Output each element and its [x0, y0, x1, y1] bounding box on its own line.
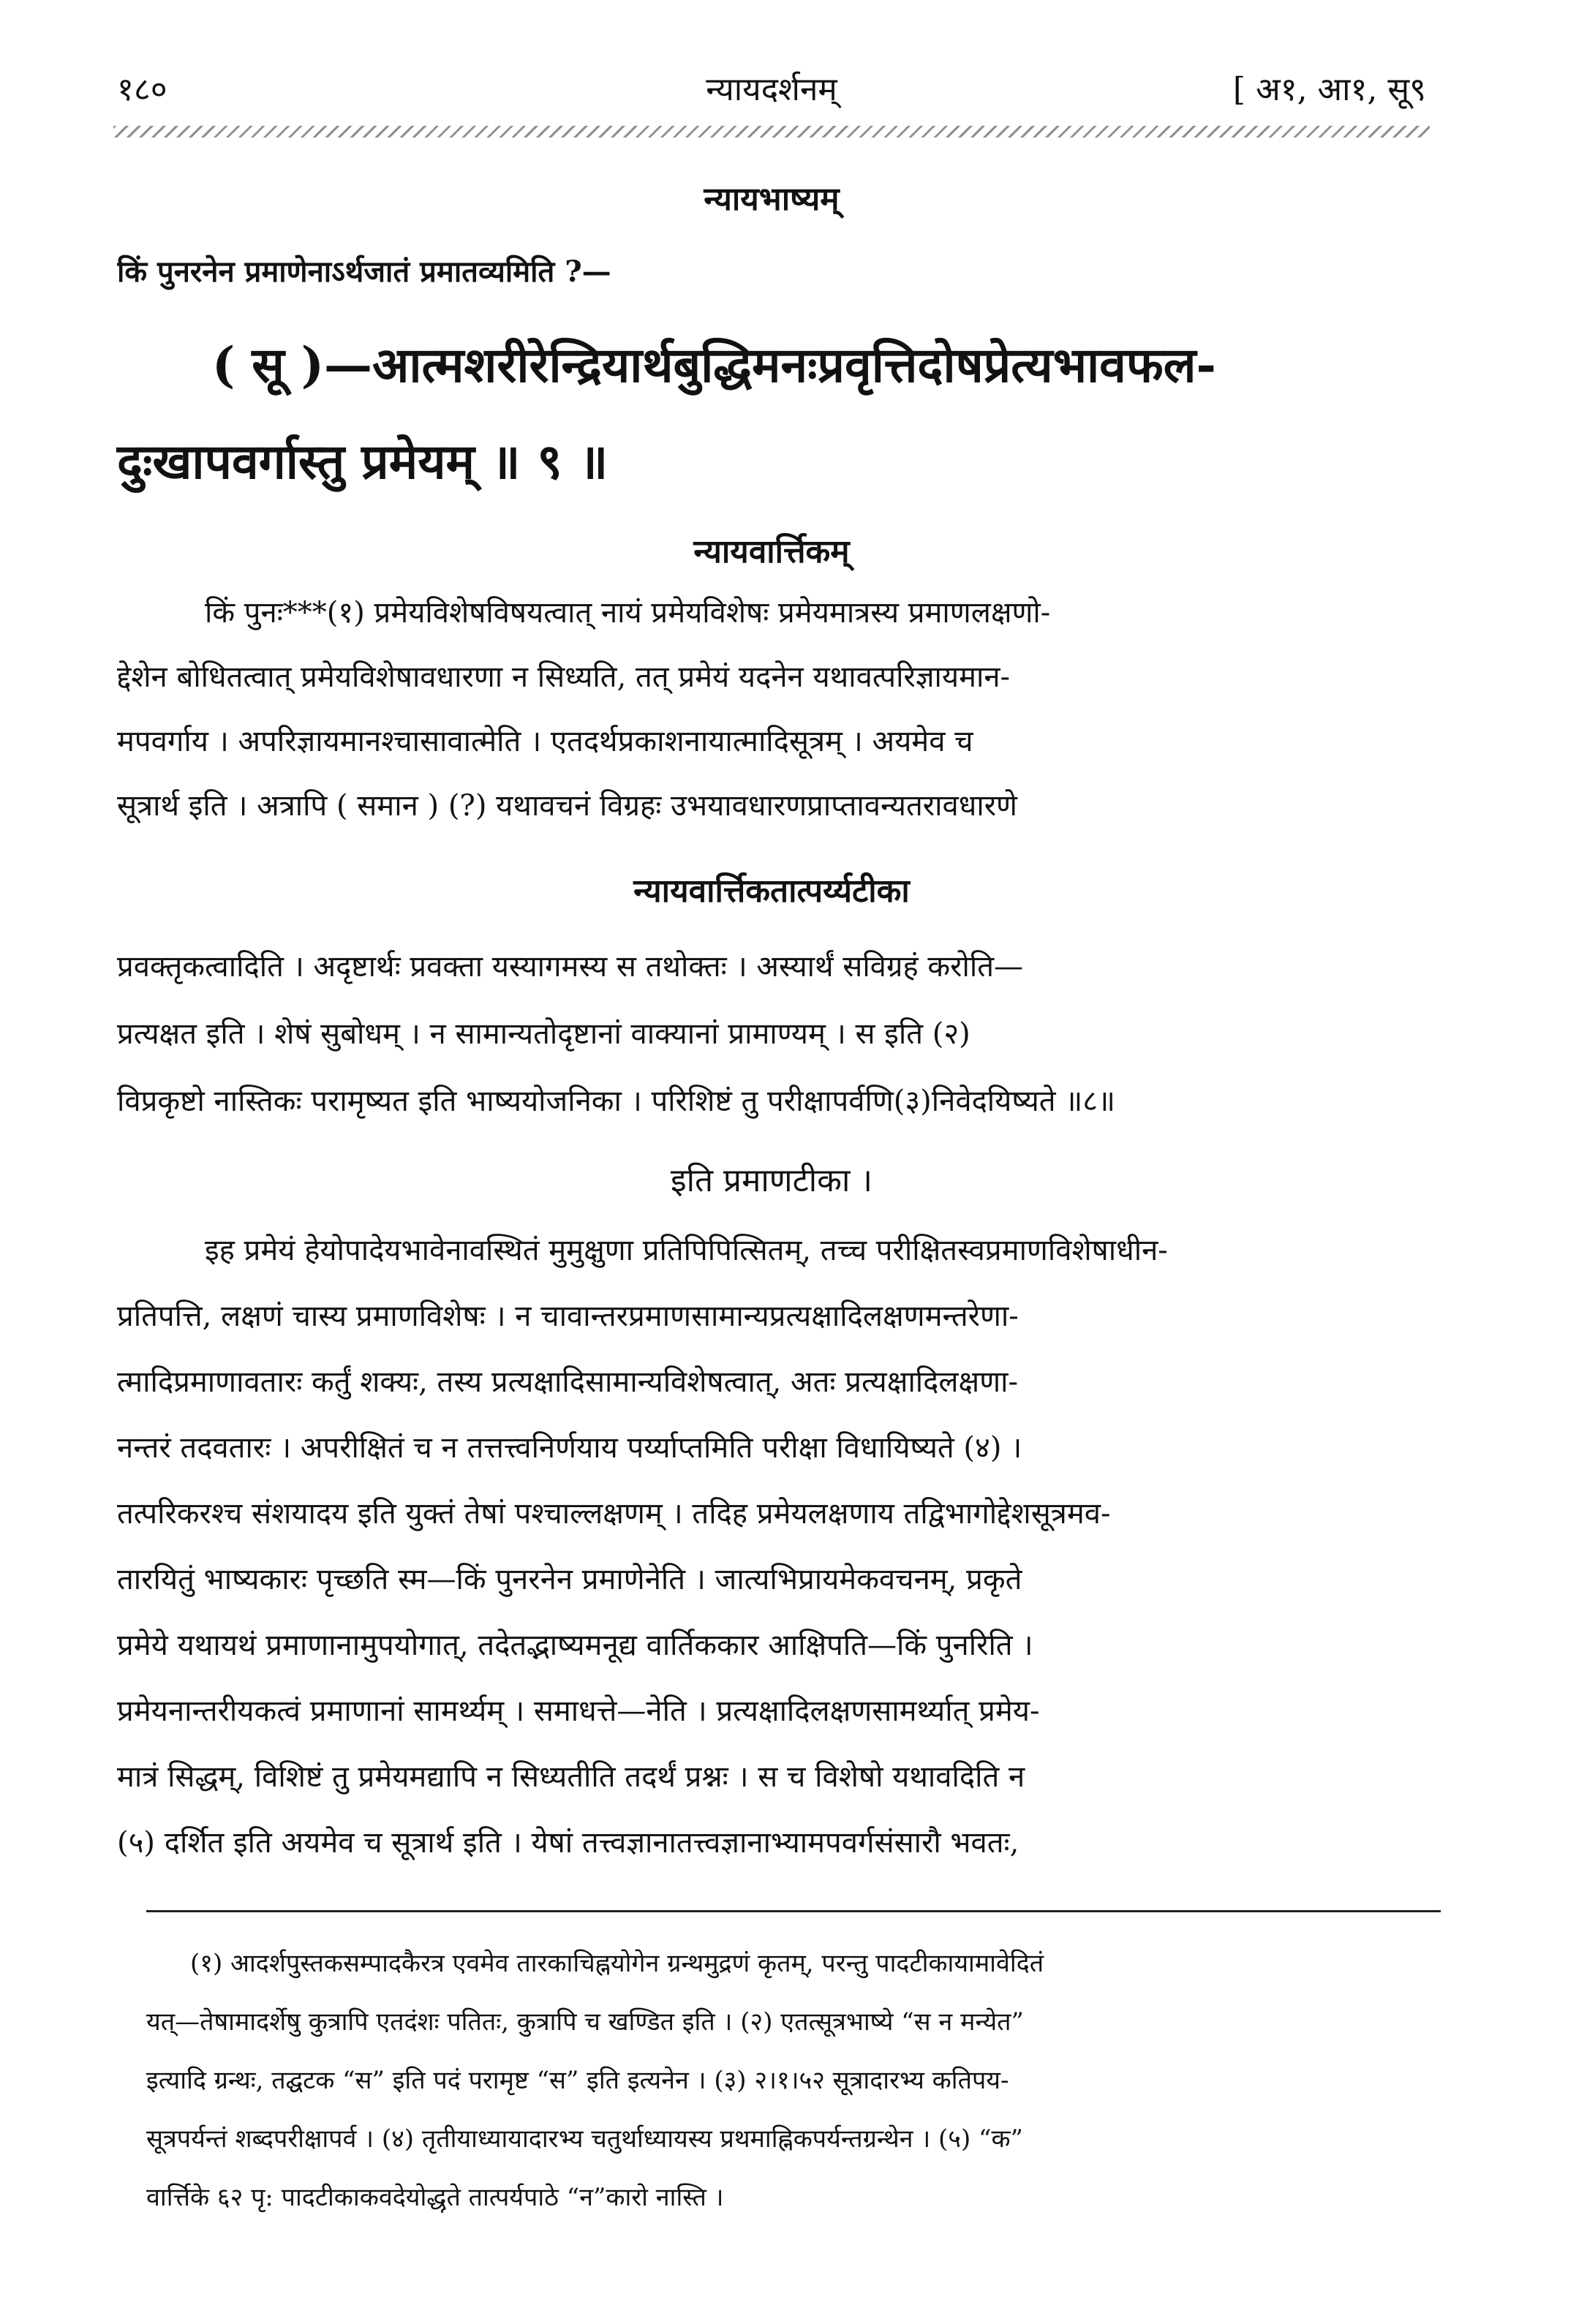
commentary-line: तत्परिकरश्च संशयादय इति युक्तं तेषां पश्चाल्लक्षणम् । तदिह प्रमेयलक्षणाय तद्विभागोद्देशसूत्रमव- — [117, 1497, 1111, 1531]
commentary-line: (५) दर्शित इति अयमेव च सूत्रार्थ इति । येषां तत्त्वज्ञानातत्त्वज्ञानाभ्यामपवर्गसंसारौ भवतः, — [117, 1826, 1019, 1860]
vartika-line: मपवर्गाय । अपरिज्ञायमानश्चासावात्मेति । एतदर्थप्रकाशनायात्मादिसूत्रम् । अयमेव च — [117, 725, 973, 758]
vartika-heading: न्यायवार्त्तिकम् — [693, 533, 850, 570]
pramana-tika-heading: इति प्रमाणटीका । — [670, 1162, 873, 1199]
commentary-line: इह प्रमेयं हेयोपादेयभावेनावस्थितं मुमुक्षुणा प्रतिपिपित्सितम्, तच्च परीक्षितस्वप्रमाणविशेषाधीन- — [205, 1234, 1168, 1267]
tatparya-line: प्रवक्तृकत्वादिति । अदृष्टार्थः प्रवक्ता यस्यागमस्य स तथोक्तः । अस्यार्थं सविग्रहं करोति— — [117, 950, 1024, 984]
tatparya-line: प्रत्यक्षत इति । शेषं सुबोधम् । न सामान्यतोदृष्टानां वाक्यानां प्रामाण्यम् । स इति (२) — [117, 1017, 970, 1051]
tatparya-line: विप्रकृष्टो नास्तिकः परामृष्यत इति भाष्ययोजनिका । परिशिष्टं तु परीक्षापर्वणि(३)निवेदयिष्यते ॥८॥ — [117, 1084, 1116, 1118]
header-wavy-rule — [113, 126, 1430, 137]
page-header — [117, 66, 1426, 124]
footnote-line: सूत्रपर्यन्तं शब्दपरीक्षापर्व । (४) तृतीयाध्यायादारभ्य चतुर्थाध्यायस्य प्रथमाह्निकपर्यन्तग्रन्थेन । (५) “क” — [146, 2124, 1023, 2154]
page-number: १८० — [117, 71, 167, 108]
footnote-line: यत्—तेषामादर्शेषु कुत्रापि एतदंशः पतितः, कुत्रापि च खण्डित इति । (२) एतत्सूत्रभाष्ये “स न मन्येत” — [146, 2007, 1024, 2037]
vartika-line: द्देशेन बोधितत्वात् प्रमेयविशेषावधारणा न सिध्यति, तत् प्रमेयं यदनेन यथावत्परिज्ञायमान- — [117, 660, 1011, 694]
footnote-divider — [146, 1910, 1441, 1912]
commentary-line: प्रमेये यथायथं प्रमाणानामुपयोगात्, तदेतद्भाष्यमनूद्य वार्तिककार आक्षिपति—किं पुनरिति । — [117, 1629, 1033, 1662]
tatparya-heading: न्यायवार्त्तिकतात्पर्य्यटीका — [633, 872, 910, 910]
vartika-line: सूत्रार्थ इति । अत्रापि ( समान ) (?) यथावचनं विग्रहः उभयावधारणप्राप्तावन्यतरावधारणे — [117, 789, 1017, 823]
commentary-line: प्रतिपत्ति, लक्षणं चास्य प्रमाणविशेषः । न चावान्तरप्रमाणसामान्यप्रत्यक्षादिलक्षणमन्तरेणा- — [117, 1299, 1019, 1333]
commentary-line: त्मादिप्रमाणावतारः कर्तुं शक्यः, तस्य प्रत्यक्षादिसामान्यविशेषत्वात्, अतः प्रत्यक्षादिलक्षणा- — [117, 1365, 1018, 1399]
footnote-line: वार्त्तिके ६२ पृ: पादटीकाकवदेयोद्धृते तात्पर्यपाठे “न”कारो नास्ति । — [146, 2183, 724, 2212]
commentary-line: नन्तरं तदवतारः । अपरीक्षितं च न तत्तत्त्वनिर्णयाय पर्य्याप्तमिति परीक्षा विधायिष्यते (४) । — [117, 1431, 1022, 1465]
commentary-line: तारयितुं भाष्यकारः पृच्छति स्म—किं पुनरनेन प्रमाणेनेति । जात्यभिप्रायमेकवचनम्, प्रकृते — [117, 1563, 1022, 1596]
sutra-line-2: दुःखापवर्गास्तु प्रमेयम् ॥ ९ ॥ — [117, 433, 608, 490]
commentary-line: प्रमेयनान्तरीयकत्वं प्रमाणानां सामर्थ्यम् । समाधत्ते—नेति । प्रत्यक्षादिलक्षणसामर्थ्यात् प्रमेय- — [117, 1694, 1040, 1728]
sutra-line-1: ( सू )—आत्मशरीरेन्द्रियार्थबुद्धिमनःप्रवृत्तिदोषप्रेत्यभावफल- — [212, 336, 1216, 393]
commentary-line: मात्रं सिद्धम्, विशिष्टं तु प्रमेयमद्यापि न सिध्यतीति तदर्थं प्रश्नः । स च विशेषो यथावदिति न — [117, 1760, 1025, 1794]
bhashya-heading: न्यायभाष्यम् — [704, 181, 840, 218]
footnote-line: (१) आदर्शपुस्तकसम्पादकैरत्र एवमेव तारकाचिह्नयोगेन ग्रन्थमुद्रणं कृतम्, परन्तु पादटीकायामावेदितं — [190, 1949, 1044, 1978]
bhashya-question: किं पुनरनेन प्रमाणेनाऽर्थजातं प्रमातव्यमिति ?— — [117, 254, 611, 289]
footnote-line: इत्यादि ग्रन्थः, तद्घटक “स” इति पदं परामृष्ट “स” इति इत्यनेन । (३) २।१।५२ सूत्रादारभ्य कतिपय- — [146, 2066, 1009, 2095]
vartika-line: किं पुनः***(१) प्रमेयविशेषविषयत्वात् नायं प्रमेयविशेषः प्रमेयमात्रस्य प्रमाणलक्षणो- — [205, 596, 1051, 630]
section-reference: [ अ१, आ१, सू९ — [1232, 71, 1426, 108]
page-running-title: न्यायदर्शनम् — [706, 71, 837, 108]
